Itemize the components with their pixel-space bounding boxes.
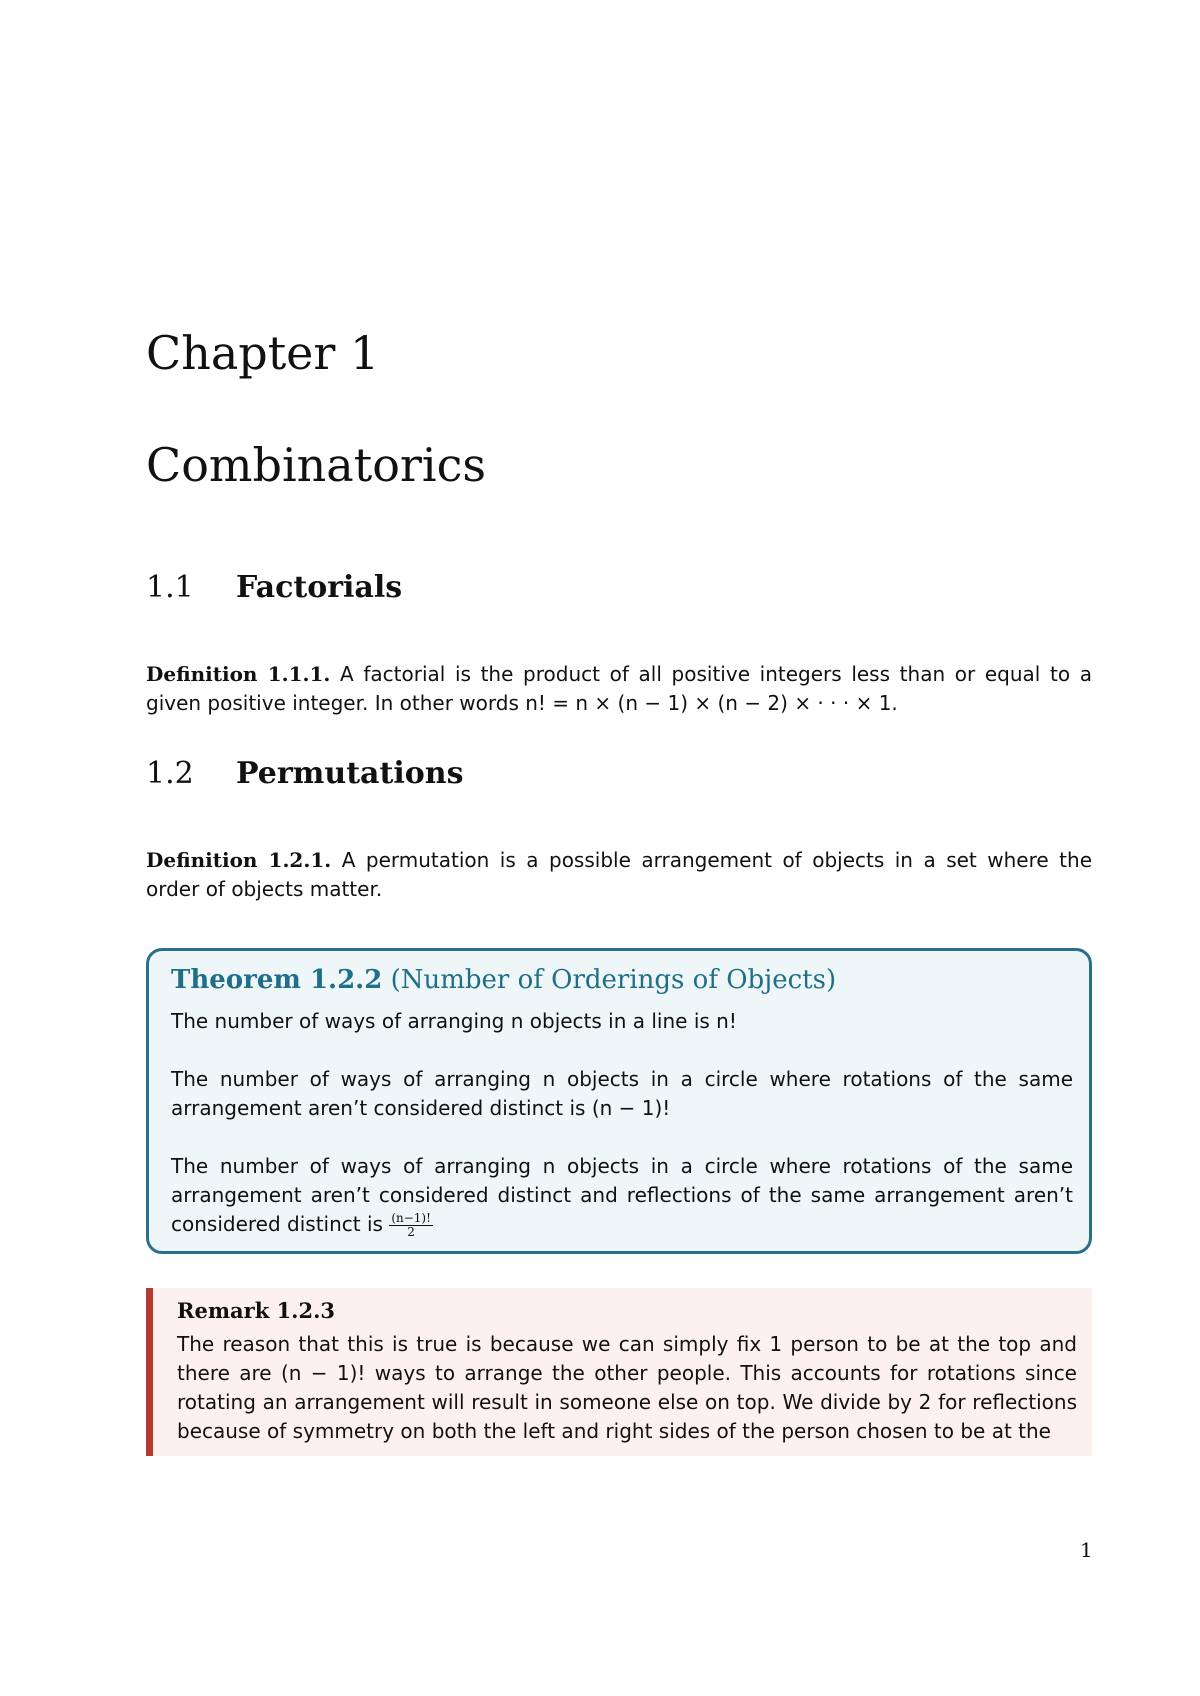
theorem-name: (Number of Orderings of Objects) — [390, 965, 837, 995]
section-number: 1.2 — [146, 756, 194, 791]
chapter-label: Chapter 1 — [146, 326, 380, 380]
section-title: Factorials — [236, 570, 403, 605]
definition-text: A factorial is the product of all positive integers less than or equal to a given positive integer. In other words n! = n × (n − 1) × (n − 2) × · · · × 1. — [146, 662, 1092, 715]
theorem-paragraph-line: The number of ways of arranging n objects in a line is n! — [171, 1009, 737, 1033]
theorem-paragraph-rotations: The number of ways of arranging n objects in a circle where rotations of the same arrangement aren’t considered distinct is (n − 1)! — [171, 1067, 1073, 1120]
section-heading-factorials — [146, 570, 402, 605]
theorem-box — [146, 948, 1092, 1254]
definition-label: Definition 1.1.1. — [146, 662, 331, 686]
section-heading-permutations — [146, 756, 463, 791]
fraction — [389, 1212, 433, 1239]
theorem-paragraph-text: The number of ways of arranging n objects in a circle where rotations of the same arrangement aren’t considered distinct and reflections of the same arrangement aren’t considered distinct is — [171, 1154, 1073, 1236]
chapter-title: Combinatorics — [146, 438, 486, 492]
page-number: 1 — [1080, 1538, 1093, 1562]
section-title: Permutations — [236, 756, 464, 791]
definition-factorial — [146, 660, 1092, 718]
theorem-body — [171, 1007, 1073, 1239]
remark-box — [146, 1288, 1092, 1456]
remark-text: The reason that this is true is because we can simply fix 1 person to be at the top and there are (n − 1)! ways to arrange the other people. This accounts for rotations since rotating an arrangement will result in someone else on top. We divide by 2 for reflections because of symmetry on both the left and right sides of the person chosen to be at the — [177, 1332, 1077, 1443]
fraction-numerator: (n−1)! — [391, 1211, 431, 1225]
fraction-denominator: 2 — [407, 1225, 415, 1239]
theorem-paragraph-reflections — [171, 1152, 1073, 1239]
section-number: 1.1 — [146, 570, 194, 605]
theorem-label: Theorem 1.2.2 — [171, 965, 383, 995]
definition-permutation — [146, 846, 1092, 904]
remark-label: Remark 1.2.3 — [177, 1298, 336, 1323]
definition-text: A permutation is a possible arrangement of objects in a set where the order of objects matter. — [146, 848, 1092, 901]
theorem-heading — [171, 965, 836, 995]
definition-label: Definition 1.2.1. — [146, 848, 332, 872]
